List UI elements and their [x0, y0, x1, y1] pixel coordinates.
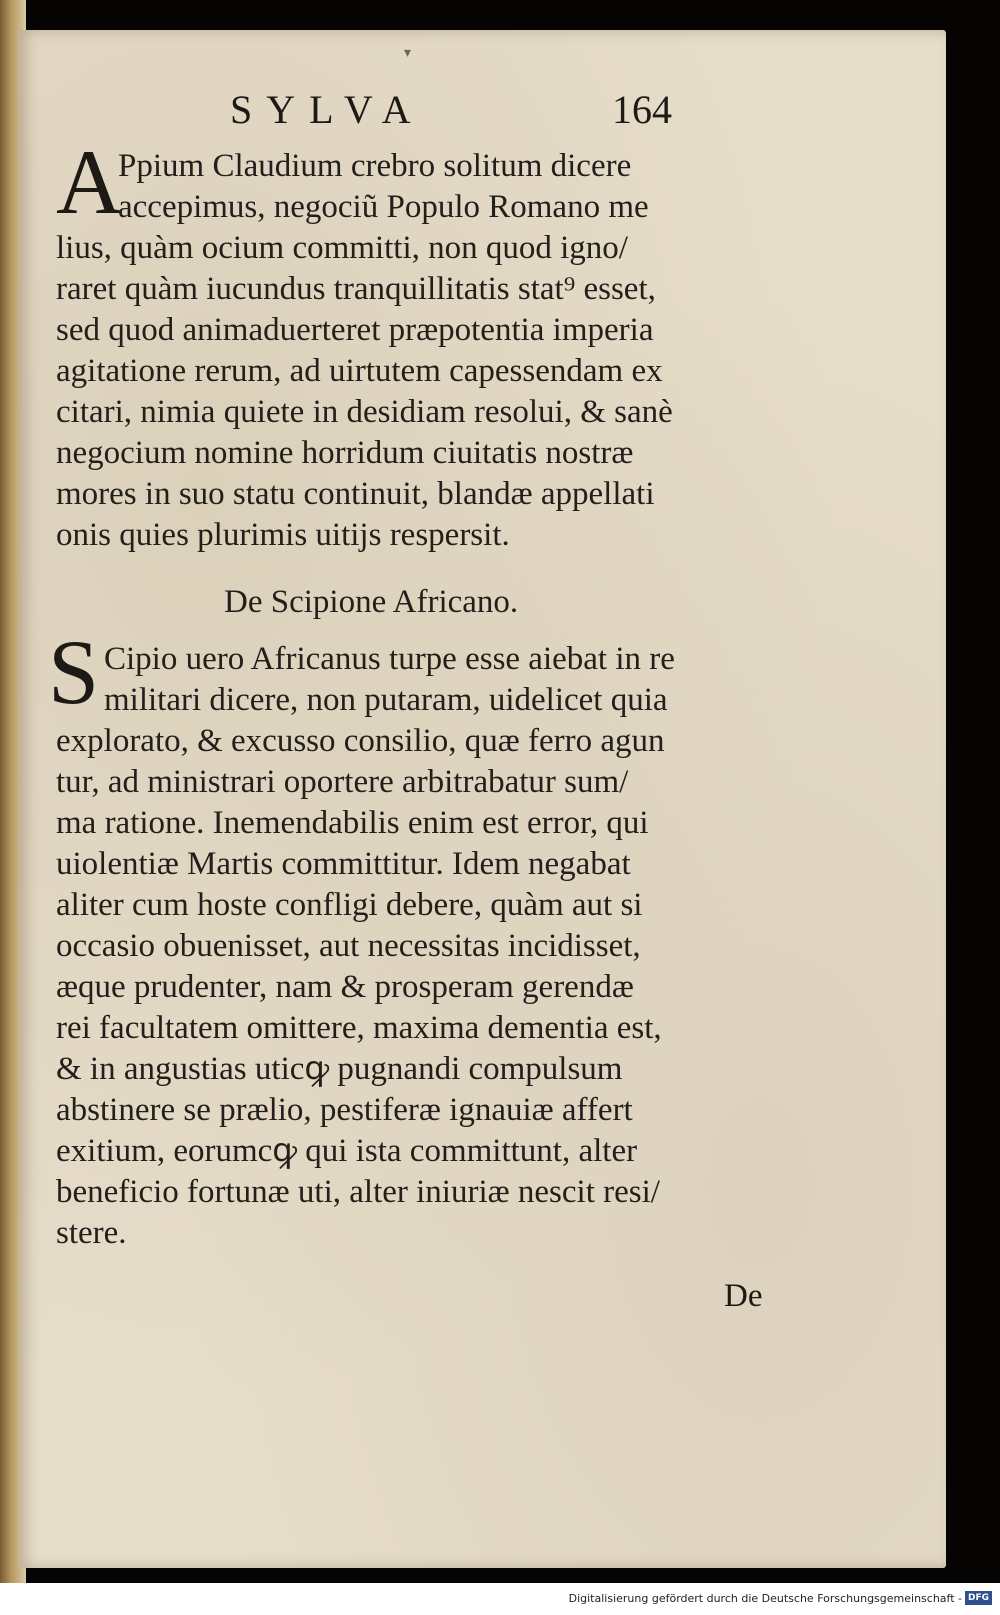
text-line: militari dicere, non putaram, uidelicet quia — [104, 682, 668, 718]
text-line: agitatione rerum, ad uirtutem capessendam ex — [56, 353, 663, 389]
text-line: ma ratione. Inemendabilis enim est error, qui — [56, 805, 649, 841]
page-number: 164 — [612, 87, 672, 132]
text-line: Ppium Claudium crebro solitum dicere — [118, 148, 632, 184]
text-line: beneficio fortunæ uti, alter iniuriæ nescit resi/ — [56, 1174, 660, 1210]
running-head: SYLVA — [230, 87, 425, 132]
paragraph-appius — [56, 146, 776, 556]
text-line: Cipio uero Africanus turpe esse aiebat in re — [104, 641, 675, 677]
text-line: exitium, eorumcꝙ qui ista committunt, alter — [56, 1133, 638, 1169]
text-line: negocium nomine horridum ciuitatis nostræ — [56, 435, 634, 471]
text-line: uiolentiæ Martis committitur. Idem negabat — [56, 846, 631, 882]
text-line: æque prudenter, nam & prosperam gerendæ — [56, 969, 634, 1005]
text-line: lius, quàm ocium committi, non quod igno/ — [56, 230, 628, 266]
dfg-logo: DFG — [965, 1591, 992, 1605]
drop-cap-a: A — [56, 131, 123, 233]
text-line: rei facultatem omittere, maxima dementia est, — [56, 1010, 662, 1046]
footer-bar — [0, 1583, 1000, 1615]
text-line: occasio obuenisset, aut necessitas incidisset, — [56, 928, 641, 964]
text-line: mores in suo statu continuit, blandæ appellati — [56, 476, 655, 512]
drop-cap-s: S — [48, 621, 100, 723]
text-line: accepimus, negociũ Populo Romano me — [118, 189, 649, 225]
text-line: raret quàm iucundus tranquillitatis stat⁹ esset, — [56, 271, 656, 307]
text-line: & in angustias uticꝙ pugnandi compulsum — [56, 1051, 623, 1087]
text-line: sed quod animaduerteret præpotentia imperia — [56, 312, 654, 348]
text-line: explorato, & excusso consilio, quæ ferro agun — [56, 723, 665, 759]
text-line: citari, nimia quiete in desidiam resolui, & sanè — [56, 394, 673, 430]
text-line: tur, ad ministrari oportere arbitrabatur sum/ — [56, 764, 629, 800]
text-line: aliter cum hoste confligi debere, quàm aut si — [56, 887, 643, 923]
top-mark: ▾ — [404, 45, 412, 61]
funding-credit: Digitalisierung gefördert durch die Deutsche Forschungsgemeinschaft - — [568, 1592, 962, 1605]
paragraph-scipio — [56, 639, 776, 1254]
text-line: stere. — [56, 1215, 127, 1251]
section-heading: De Scipione Africano. — [224, 584, 519, 620]
text-line: abstinere se prælio, pestiferæ ignauiæ affert — [56, 1092, 633, 1128]
catchword: De — [724, 1278, 763, 1314]
text-line: onis quies plurimis uitiјs respersit. — [56, 517, 510, 553]
